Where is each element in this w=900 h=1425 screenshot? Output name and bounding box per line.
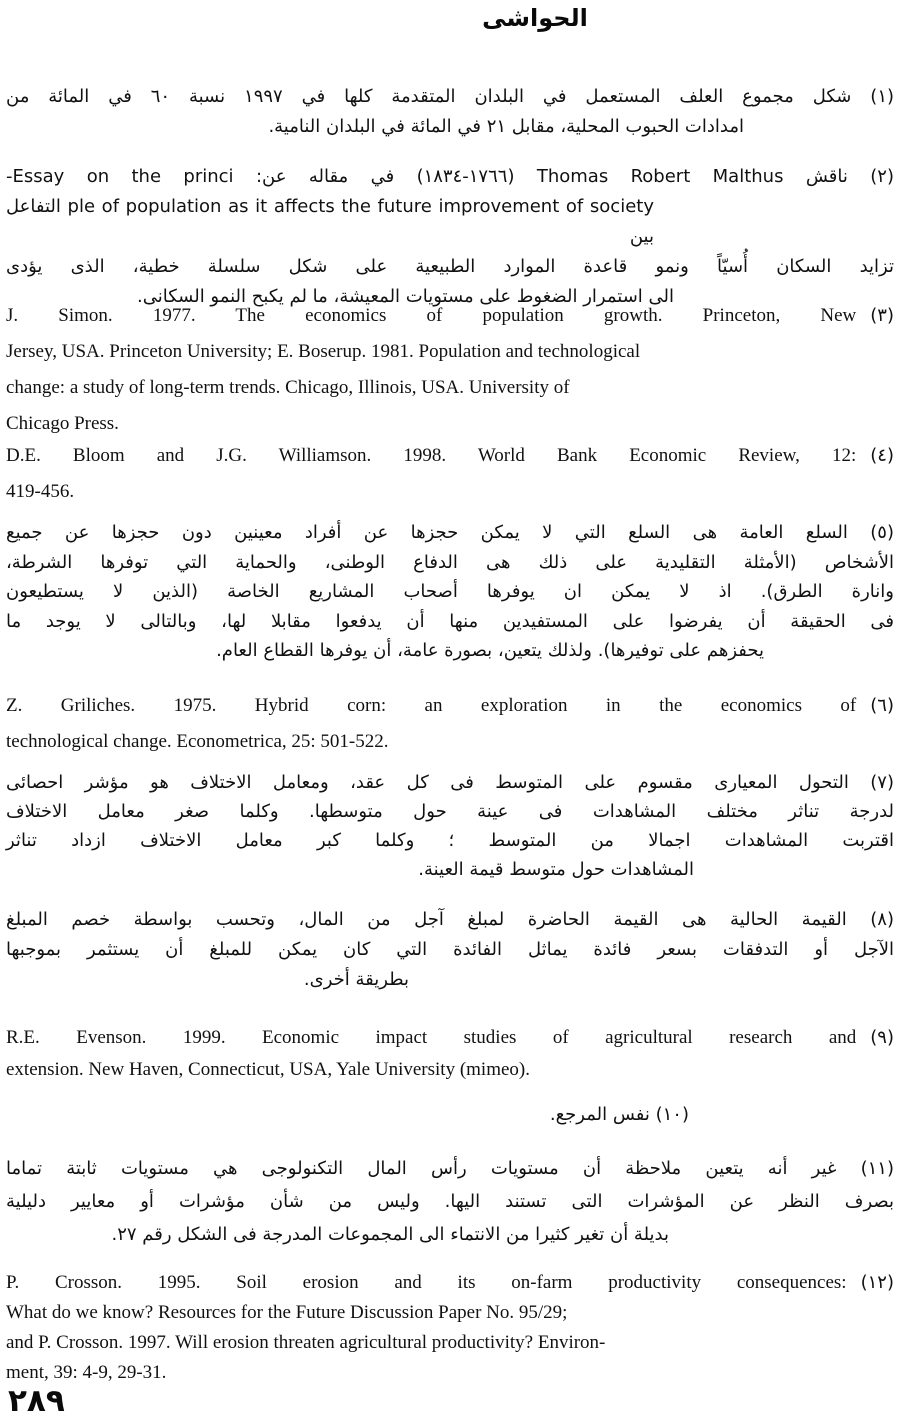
footnote-line: (١٠) نفس المرجع. — [549, 1104, 689, 1125]
footnote-text: P. Crosson. 1995. Soil erosion and its on-farm productivity consequences: — [6, 1272, 847, 1293]
footnote-text: D.E. Bloom and J.G. Williamson. 1998. World Bank Economic Review, 12: — [6, 445, 857, 466]
footnote-text: Z. Griliches. 1975. Hybrid corn: an exploration in the economics of — [6, 695, 857, 716]
footnote-line: (٨) القيمة الحالية هى القيمة الحاضرة لمبلغ آجل من المال، وتحسب بواسطة خصم المبلغ — [6, 909, 894, 930]
footnote-12 — [6, 1268, 894, 1388]
footnote-line: فى الحقيقة أن يفرضوا على المستفيدين منها أن يدفعوا مقابلا لها، وبالتالى لا يوجد ما — [6, 610, 894, 632]
footnote-line — [6, 298, 894, 334]
footnote-line: (١) شكل مجموع العلف المستعمل في البلدان المتقدمة كلها في ١٩٩٧ نسبة ٦٠ في المائة من — [6, 86, 895, 107]
footnote-line — [6, 688, 894, 724]
footnote-line: (٥) السلع العامة هى السلع التي لا يمكن حجزها عن أفراد معينين دون حجزها عن جميع — [6, 522, 894, 543]
footnote-line: Chicago Press. — [6, 413, 119, 434]
footnote-9 — [6, 1022, 894, 1086]
footnote-line: تزايد السكان أُسيّاً ونمو قاعدة الموارد الطبيعية على شكل سلسلة خطية، الذى يؤدى — [6, 256, 894, 277]
footnote-line — [6, 1022, 894, 1054]
footnote-line: الآجل أو التدفقات بسعر فائدة يماثل الفائدة التي كان يمكن للمبلغ أن يستثمر بموجبها — [6, 939, 894, 960]
footnote-line: change: a study of long-term trends. Chicago, Illinois, USA. University of — [6, 377, 570, 398]
footnote-3 — [6, 298, 894, 442]
page-number: ٢٨٩ — [8, 1383, 65, 1419]
footnote-5 — [6, 518, 894, 666]
footnote-line: ment, 39: 4-9, 29-31. — [6, 1362, 167, 1383]
footnote-line: technological change. Econometrica, 25: 501-522. — [6, 731, 389, 752]
footnote-line — [6, 1268, 894, 1298]
footnote-line: يحفزهم على توفيرها). ولذلك يتعين، بصورة عامة، أن يوفرها القطاع العام. — [216, 640, 764, 661]
footnote-line: (٧) التحول المعيارى مقسوم على المتوسط فى كل عقد، ومعامل الاختلاف هو مؤشر احصائى — [6, 772, 894, 793]
footnote-marker: (٤) — [870, 445, 894, 466]
footnote-2 — [6, 162, 894, 312]
footnote-line: بصرف النظر عن المؤشرات التى تستند اليها. وليس من شأن مؤشرات أو معايير دليلية — [6, 1191, 894, 1212]
footnote-line: 419-456. — [6, 481, 75, 502]
footnote-line: (١١) غير أنه يتعين ملاحظة أن مستويات رأس المال التكنولوجى هي مستويات ثابتة تماما — [6, 1158, 894, 1179]
page-title: الحواشى — [482, 4, 588, 32]
footnote-line: extension. New Haven, Connecticut, USA, Yale University (mimeo). — [6, 1059, 530, 1080]
footnote-line: اقتربت المشاهدات اجمالا من المتوسط ؛ وكلما كبر معامل الاختلاف ازداد تناثر — [6, 830, 894, 851]
footnote-marker: (١٢) — [860, 1272, 894, 1293]
footnote-text: J. Simon. 1977. The economics of population growth. Princeton, New — [6, 305, 857, 326]
footnote-10 — [6, 1100, 894, 1129]
footnote-line: and P. Crosson. 1997. Will erosion threaten agricultural productivity? Environ- — [6, 1332, 606, 1353]
footnote-line: بطريقة أخرى. — [303, 969, 409, 990]
footnote-line: الأشخاص (الأمثلة التقليدية على ذلك هى الدفاع الوطنى، والحماية التي توفرها الشرطة، — [6, 551, 894, 573]
footnote-line — [6, 438, 894, 474]
footnote-text: R.E. Evenson. 1999. Economic impact studies of agricultural research and — [6, 1027, 857, 1048]
footnote-line: وانارة الطرق). اذ لا يمكن ان يوفرها أصحاب المشاريع الخاصة (الذين لا يستطيعون — [6, 581, 894, 602]
footnote-line: (٢) ناقش Thomas Robert Malthus (١٧٦٦-١٨٣٤) في مقاله عن: Essay on the princi- — [6, 166, 894, 187]
footnote-marker: (٦) — [870, 695, 894, 716]
footnote-line: لدرجة تناثر مختلف المشاهدات فى عينة حول متوسطها. وكلما صغر معامل الاختلاف — [6, 801, 894, 822]
footnote-marker: (٩) — [870, 1027, 894, 1048]
footnote-4 — [6, 438, 894, 510]
footnote-marker: (٣) — [870, 305, 894, 326]
footnote-line: بديلة أن تغير كثيرا من الانتماء الى المجموعات المدرجة فى الشكل رقم ٢٧. — [111, 1224, 669, 1245]
footnote-line: المشاهدات حول متوسط قيمة العينة. — [418, 859, 694, 880]
footnote-8 — [6, 905, 894, 995]
footnote-7 — [6, 768, 894, 884]
footnote-1 — [6, 82, 894, 142]
footnote-6 — [6, 688, 894, 760]
footnote-line: الى استمرار الضغوط على مستويات المعيشة، ما لم يكبح النمو السكانى. — [137, 286, 674, 307]
footnote-11 — [6, 1152, 894, 1251]
footnote-line: What do we know? Resources for the Future Discussion Paper No. 95/29; — [6, 1302, 568, 1323]
footnote-line: Jersey, USA. Princeton University; E. Boserup. 1981. Population and technological — [6, 341, 641, 362]
footnote-line: ple of population as it affects the future improvement of society التفاعل بين — [6, 196, 654, 247]
footnote-line: امدادات الحبوب المحلية، مقابل ٢١ في المائة في البلدان النامية. — [268, 116, 744, 137]
